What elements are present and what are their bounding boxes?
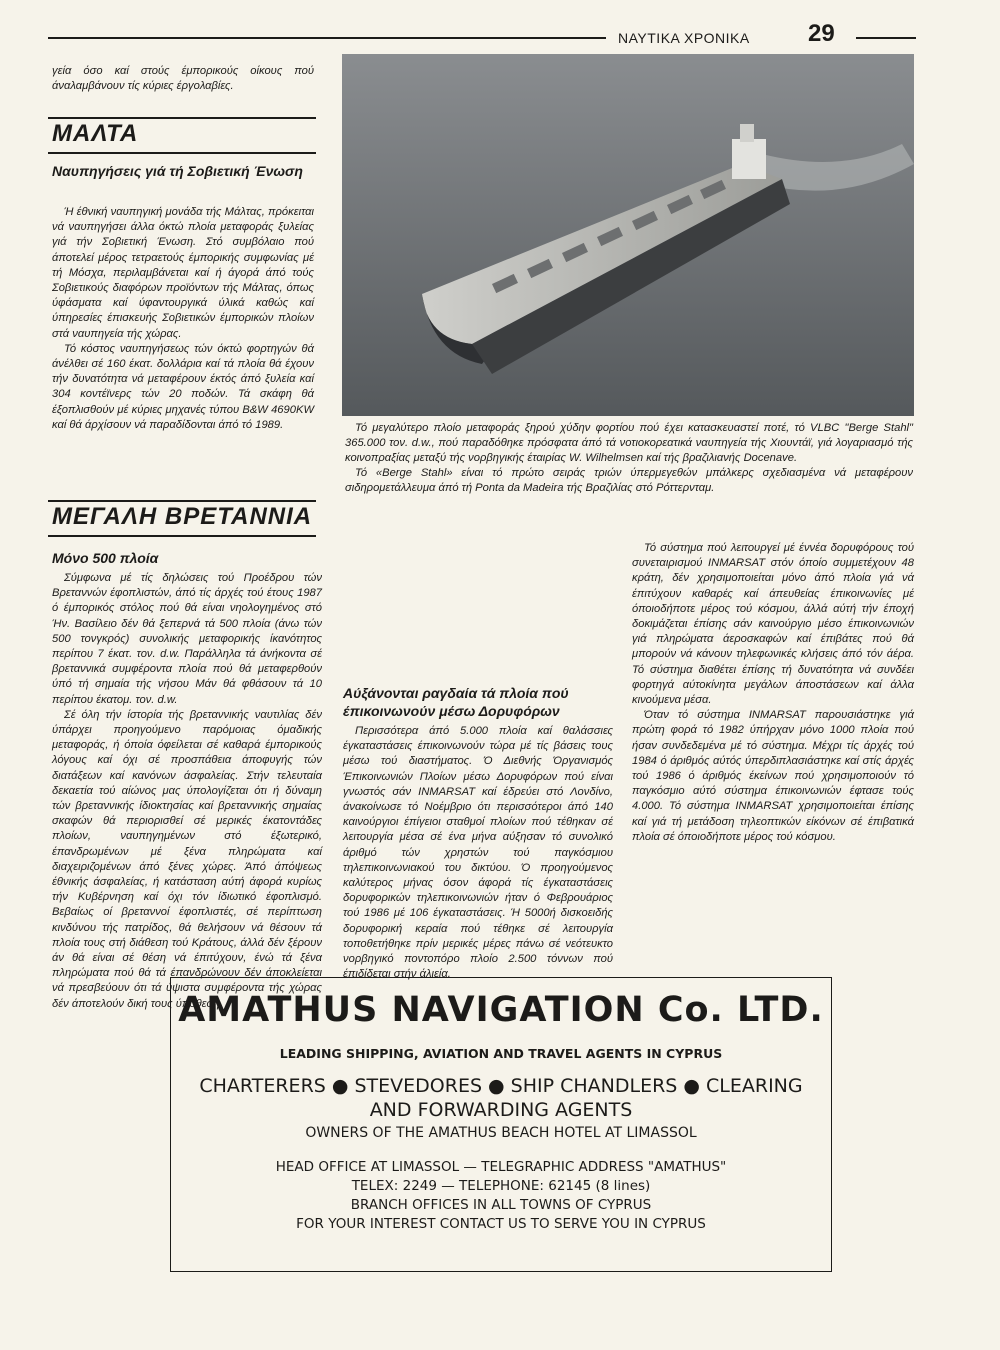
satellite-paragraph: Τό σύστημα πού λειτουργεί μέ έννέα δορυφόρους τού συνεταιρισμού INMARSAT στόν όποίο συμμετέχουν 48 κράτη, δέν χρησιμοποιείται μόνο άπό πλοία γιά νά έπιτύχουν καθαρές καί άπευθείας έπικοινωνίες μέ όποιοδήποτε μέρος τού κόσμου, άλλά αύτή τήν έποχή δοκιμάζεται έπίσης σάν καινούργιο μέσο έπικοινωνιών γιά πληρώματα άεροσκαφών καί έπιβάτες πού θά μπορούν νά κάνουν τηλεφωνικές κλήσεις άπό τόν άέρα. Τό σύστημα διαθέτει έπίσης τή δυνατότητα νά συνδέει φορτηγά αύτοκίνητα μεγάλων άποστάσεων καί άλλα κινούμενα μέσα. xyxy=(632,542,914,707)
ship-photo xyxy=(342,54,914,416)
britain-heading: Μόνο 500 πλοία xyxy=(52,550,159,566)
intro-paragraph: γεία όσο καί στούς έμπορικούς οίκους πού άναλαμβάνουν τίς κύριες έργολαβίες. xyxy=(52,65,314,93)
ad-head-office: HEAD OFFICE AT LIMASSOL — TELEGRAPHIC ADDRESS "AMATHUS" xyxy=(275,1159,727,1175)
malta-section-title: ΜΑΛΤΑ xyxy=(52,120,139,147)
britain-paragraph: Σύμφωνα μέ τίς δηλώσεις τού Προέδρου τών Βρεταννών έφοπλιστών, άπό τίς άρχές τού έτους 1987 ό έμπορικός στόλος πού θά είναι νηολογημένος στό Ήν. Βασίλειο δέν θά ξεπερνά τά 500 πλοία (άνω τών 500 τονγκρός) συνολικής μεταφορικής ίκανότητος περίπου 7 έκατ. τον. d.w. Παράλληλα τά άνήκοντα σέ βρεταννικά συμφέροντα πλοία πού θά μεταφερθούν ύπό τή σημαία τής νήσου Μάν θά φθάσουν τά 10 περίπου έκατομ. τον. d.w. xyxy=(52,572,322,706)
bulk-carrier-image xyxy=(342,54,914,416)
intro-text xyxy=(52,64,314,94)
britain-paragraph: Σέ όλη τήν ίστορία τής βρεταννικής ναυτιλίας δέν ύπάρχει προηγούμενο παρόμοιας όμαδικής μεταφοράς, ή όποία όφείλεται σέ καθαρά έμπορικούς λόγους καί όχι σέ προσπάθεια άποφυγής τών διατάξεων καί κανόνων άσφαλείας. Στήν τελευταία δεκαετία τού αίώνος μας ύπολογίζεται ότι ή δύναμη τών βρεταννικής ίδιοκτησίας καί βρεταννικής σημαίας σκαφών θά περιορισθεί σέ μερικές έκατοντάδες πλοίων, ναυπηγημένων στό έξωτερικό, έπανδρωμένων μέ ξένα πληρώματα καί διαχειριζομένων άπό ξένες χώρες. Άπό άπόψεως έθνικής άσφαλείας, ή κατάσταση αύτή άφορά κυρίως τήν Κυβέρνηση καί όχι τόν ίδιωτικό έφοπλισμό. Βεβαίως οί βρεταννοί έφοπλιστές, σέ περίπτωση κινδύνου τής πατρίδος, θά θελήσουν νά θέσουν τά πλοία τους στή διάθεση τού Κράτους, άλλά δέν ξέρουν άν θά είναι σέ θέση νά έπιτύχουν, ένώ τά ξένα πληρώματα πού θά τά έπανδρώνουν δέν άποκλείεται νά πρεσβεύουν ότι τά ύψιστα συμφέροντα τής χώρας δέν άποτελούν δική τους ύπόθεση. xyxy=(52,708,322,1010)
britain-rule-bottom xyxy=(48,535,316,537)
malta-heading: Ναυπηγήσεις γιά τή Σοβιετική Ένωση xyxy=(52,163,303,179)
caption-paragraph: Τό μεγαλύτερο πλοίο μεταφοράς ξηρού χύδην φορτίου πού έχει κατασκευαστεί ποτέ, τό VLBC "Berge Stahl" 365.000 τον. d.w., πού παραδόθηκε πρόσφατα άπό τά νοτιοκορεατικά ναυπηγεία τής Χιουντάϊ, γιά λογαριασμό τής κοινοπραξίας μεταξύ τής νορβηγικής έταιρίας W. Wilhelmsen καί τής βραζιλιανής Docenave. xyxy=(345,422,913,464)
malta-rule-bottom xyxy=(48,152,316,154)
satellite-body-col3 xyxy=(632,541,914,966)
malta-paragraph: Ή έθνική ναυπηγική μονάδα τής Μάλτας, πρόκειται νά ναυπηγήσει άλλα όκτώ πλοία μεταφοράς ξυλείας γιά τήν Σοβιετική Ένωση. Στό συμβόλαιο πού άποτελεί μέρος τετραετούς έμπορικής συμφωνίας μέ τή Μόσχα, περιλαμβάνεται καί ή άγορά άπό τούς Σοβιετικούς διαφόρων προϊόντων τής Μάλτας, όπως ύφάσματα καί ύφαντουργικά ύλικά καθώς καί ύπηρεσίες έπισκευής Σοβιετικών έμπορικών πλοίων στά ναυπηγεία τής χώρας. xyxy=(52,206,314,340)
ad-telex: TELEX: 2249 — TELEPHONE: 62145 (8 lines) xyxy=(351,1178,651,1194)
malta-body xyxy=(52,205,314,433)
page-number: 29 xyxy=(808,20,835,47)
ad-branches: BRANCH OFFICES IN ALL TOWNS OF CYPRUS xyxy=(350,1197,652,1213)
photo-caption xyxy=(345,421,913,496)
ad-services-line2: AND FORWARDING AGENTS xyxy=(369,1099,633,1121)
satellite-paragraph: Περισσότερα άπό 5.000 πλοία καί θαλάσσιες έγκαταστάσεις έπικοινωνούν τώρα μέ τίς βάσεις τους μέσω τού διαστήματος. Ό Διεθνής Όργανισμός Έπικοινωνιών Πλοίων μέσω Δορυφόρων πού είναι γνωστός σάν INMARSAT καί έδρεύει στό Λονδίνο, άνακοίνωσε τό Νοέμβριο ότι περισσότεροι άπό 140 καινούργιοι έπίγειοι σταθμοί πλοίων πού τέθηκαν σέ λειτουργία μέσα σέ ένα μήνα αύξησαν τό συνολικό άριθμό τών χρηστών τού παγκόσμιου τηλεπικοινωνιακού του δικτύου. Ό προηγούμενος καλύτερος μήνας όσον άφορά τίς έγκαταστάσεις δορυφορικών τηλεπικοινωνιών ήταν ό Φεβρουάριος τού 1986 μέ 106 έγκαταστάσεις. Ή 5000ή δισκοειδής δορυφορική κεραία πού τέθηκε σέ λειτουργία τοποθετήθηκε πρίν μερικές μέρες πάνω σέ νεότευκτο νορβηγικό ποντοπόρο πλοίο 2.500 τόννων πού έπιδίδεται στήν άλιεία. xyxy=(343,725,613,981)
ad-company-name: AMATHUS NAVIGATION Co. LTD. xyxy=(178,990,824,1030)
satellite-body-col2 xyxy=(343,724,613,981)
header-rule-left xyxy=(48,37,606,39)
britain-rule-top xyxy=(48,500,316,502)
ad-tagline: LEADING SHIPPING, AVIATION AND TRAVEL AGENTS IN CYPRUS xyxy=(279,1046,723,1061)
ad-contact: FOR YOUR INTEREST CONTACT US TO SERVE YOU IN CYPRUS xyxy=(296,1216,706,1232)
satellite-heading: Αύξάνονται ραγδαία τά πλοία πού έπικοινωνούν μέσω Δορυφόρων xyxy=(343,685,569,719)
caption-paragraph: Τό «Berge Stahl» είναι τό πρώτο σειράς τριών ύπερμεγεθών μπάλκερς σχεδιασμένα νά μεταφέρουν σιδηρομετάλλευμα άπό τή Ponta da Madeira τής Βραζιλίας στό Ρόττερνταμ. xyxy=(345,467,913,494)
britain-section-title: ΜΕΓΑΛΗ ΒΡΕΤΑΝΝΙΑ xyxy=(52,503,313,530)
britain-body xyxy=(52,571,322,1012)
ad-owners: OWNERS OF THE AMATHUS BEACH HOTEL AT LIMASSOL xyxy=(305,1125,697,1141)
malta-paragraph: Τό κόστος ναυπηγήσεως τών όκτώ φορτηγών θά άνέλθει σέ 160 έκατ. δολλάρια καί τά πλοία θά έχουν τήν δυνατότητα νά μεταφέρουν έκτός άπό ξυλεία καί 304 κοντέϊνερς τών 20 ποδών. Τά σκάφη θά έξοπλισθούν μέ κύριες μηχανές τύπου B&W 4690KW καί θά άρχίσουν νά παραδίδονται άπό τό 1989. xyxy=(52,342,314,431)
satellite-paragraph: Όταν τό σύστημα INMARSAT παρουσιάστηκε γιά πρώτη φορά τό 1982 ύπήρχαν μόνο 1000 πλοία πού ήσαν συνδεδεμένα μέ τό σύστημα. Μέχρι τίς άρχές τού 1984 ό άριθμός αύτός ύπερδιπλασιάστηκε καί στίς άρχές τού 1986 ό άριθμός έκείνων πού χρησιμοποιούν τό παγκόσμιο αύτό σύστημα έπικοινωνιών έφτασε τούς 4.000. Τό σύστημα INMARSAT χρησιμοποιείται έπίσης καί γιά τή μετάδοση τηλεοπτικών είκόνων σέ έπιβατικά πλοία σέ όποιοδήποτε μέρος τού κόσμου. xyxy=(632,709,914,843)
amathus-advertisement xyxy=(170,977,832,1272)
malta-rule-top xyxy=(48,117,316,119)
ad-services-line1: CHARTERERS ● STEVEDORES ● SHIP CHANDLERS ● CLEARING xyxy=(199,1075,803,1097)
header-rule-right xyxy=(856,37,916,39)
publication-title: ΝΑΥΤΙΚΑ ΧΡΟΝΙΚΑ xyxy=(618,30,750,46)
